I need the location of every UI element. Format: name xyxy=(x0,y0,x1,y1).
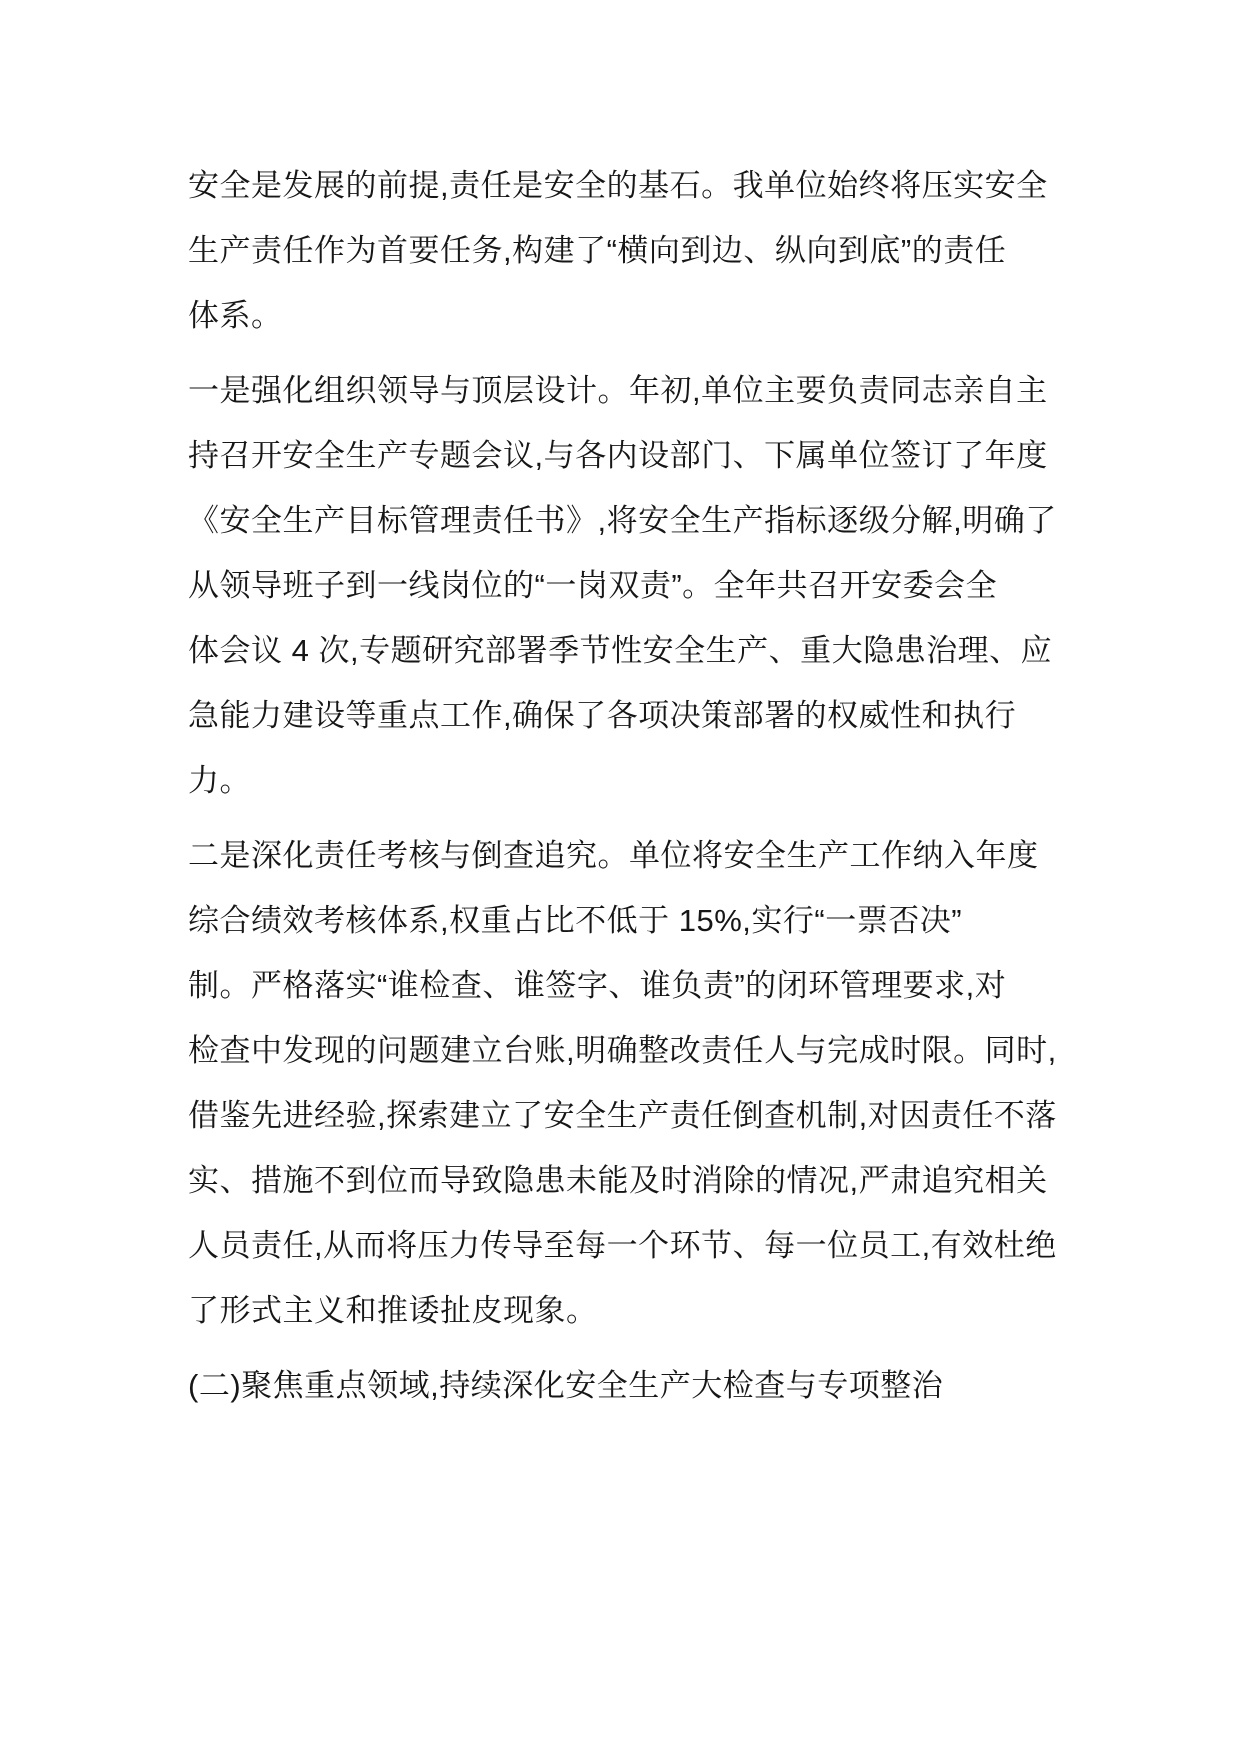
text-line: 综合绩效考核体系,权重占比不低于 15%,实行“一票否决” xyxy=(188,903,963,938)
text-line: 《安全生产目标管理责任书》,将安全生产指标逐级分解,明确了 xyxy=(188,503,1057,538)
text-line: 从领导班子到一线岗位的“一岗双责”。全年共召开安委会全 xyxy=(188,568,998,603)
text-line: 体系。 xyxy=(188,298,283,333)
paragraph xyxy=(188,153,1070,348)
text-line: 力。 xyxy=(188,763,251,798)
text-line: 二是深化责任考核与倒查追究。单位将安全生产工作纳入年度 xyxy=(188,838,1039,873)
text-line: 人员责任,从而将压力传导至每一个环节、每一位员工,有效杜绝 xyxy=(188,1228,1057,1263)
text-line: 借鉴先进经验,探索建立了安全生产责任倒查机制,对因责任不落 xyxy=(188,1098,1057,1133)
document-body xyxy=(188,153,1070,1418)
text-line: 检查中发现的问题建立台账,明确整改责任人与完成时限。同时, xyxy=(188,1033,1057,1068)
text-line: 生产责任作为首要任务,构建了“横向到边、纵向到底”的责任 xyxy=(188,233,1007,268)
text-line: 急能力建设等重点工作,确保了各项决策部署的权威性和执行 xyxy=(188,698,1017,733)
text-line: (二)聚焦重点领域,持续深化安全生产大检查与专项整治 xyxy=(188,1368,944,1403)
text-line: 制。严格落实“谁检查、谁签字、谁负责”的闭环管理要求,对 xyxy=(188,968,1007,1003)
text-line: 体会议 4 次,专题研究部署季节性安全生产、重大隐患治理、应 xyxy=(188,633,1053,668)
paragraph xyxy=(188,358,1070,813)
text-line: 实、措施不到位而导致隐患未能及时消除的情况,严肃追究相关 xyxy=(188,1163,1048,1198)
paragraph xyxy=(188,823,1070,1343)
paragraph xyxy=(188,1353,1070,1418)
text-line: 持召开安全生产专题会议,与各内设部门、下属单位签订了年度 xyxy=(188,438,1048,473)
text-line: 一是强化组织领导与顶层设计。年初,单位主要负责同志亲自主 xyxy=(188,373,1048,408)
text-line: 安全是发展的前提,责任是安全的基石。我单位始终将压实安全 xyxy=(188,168,1048,203)
text-line: 了形式主义和推诿扯皮现象。 xyxy=(188,1293,598,1328)
